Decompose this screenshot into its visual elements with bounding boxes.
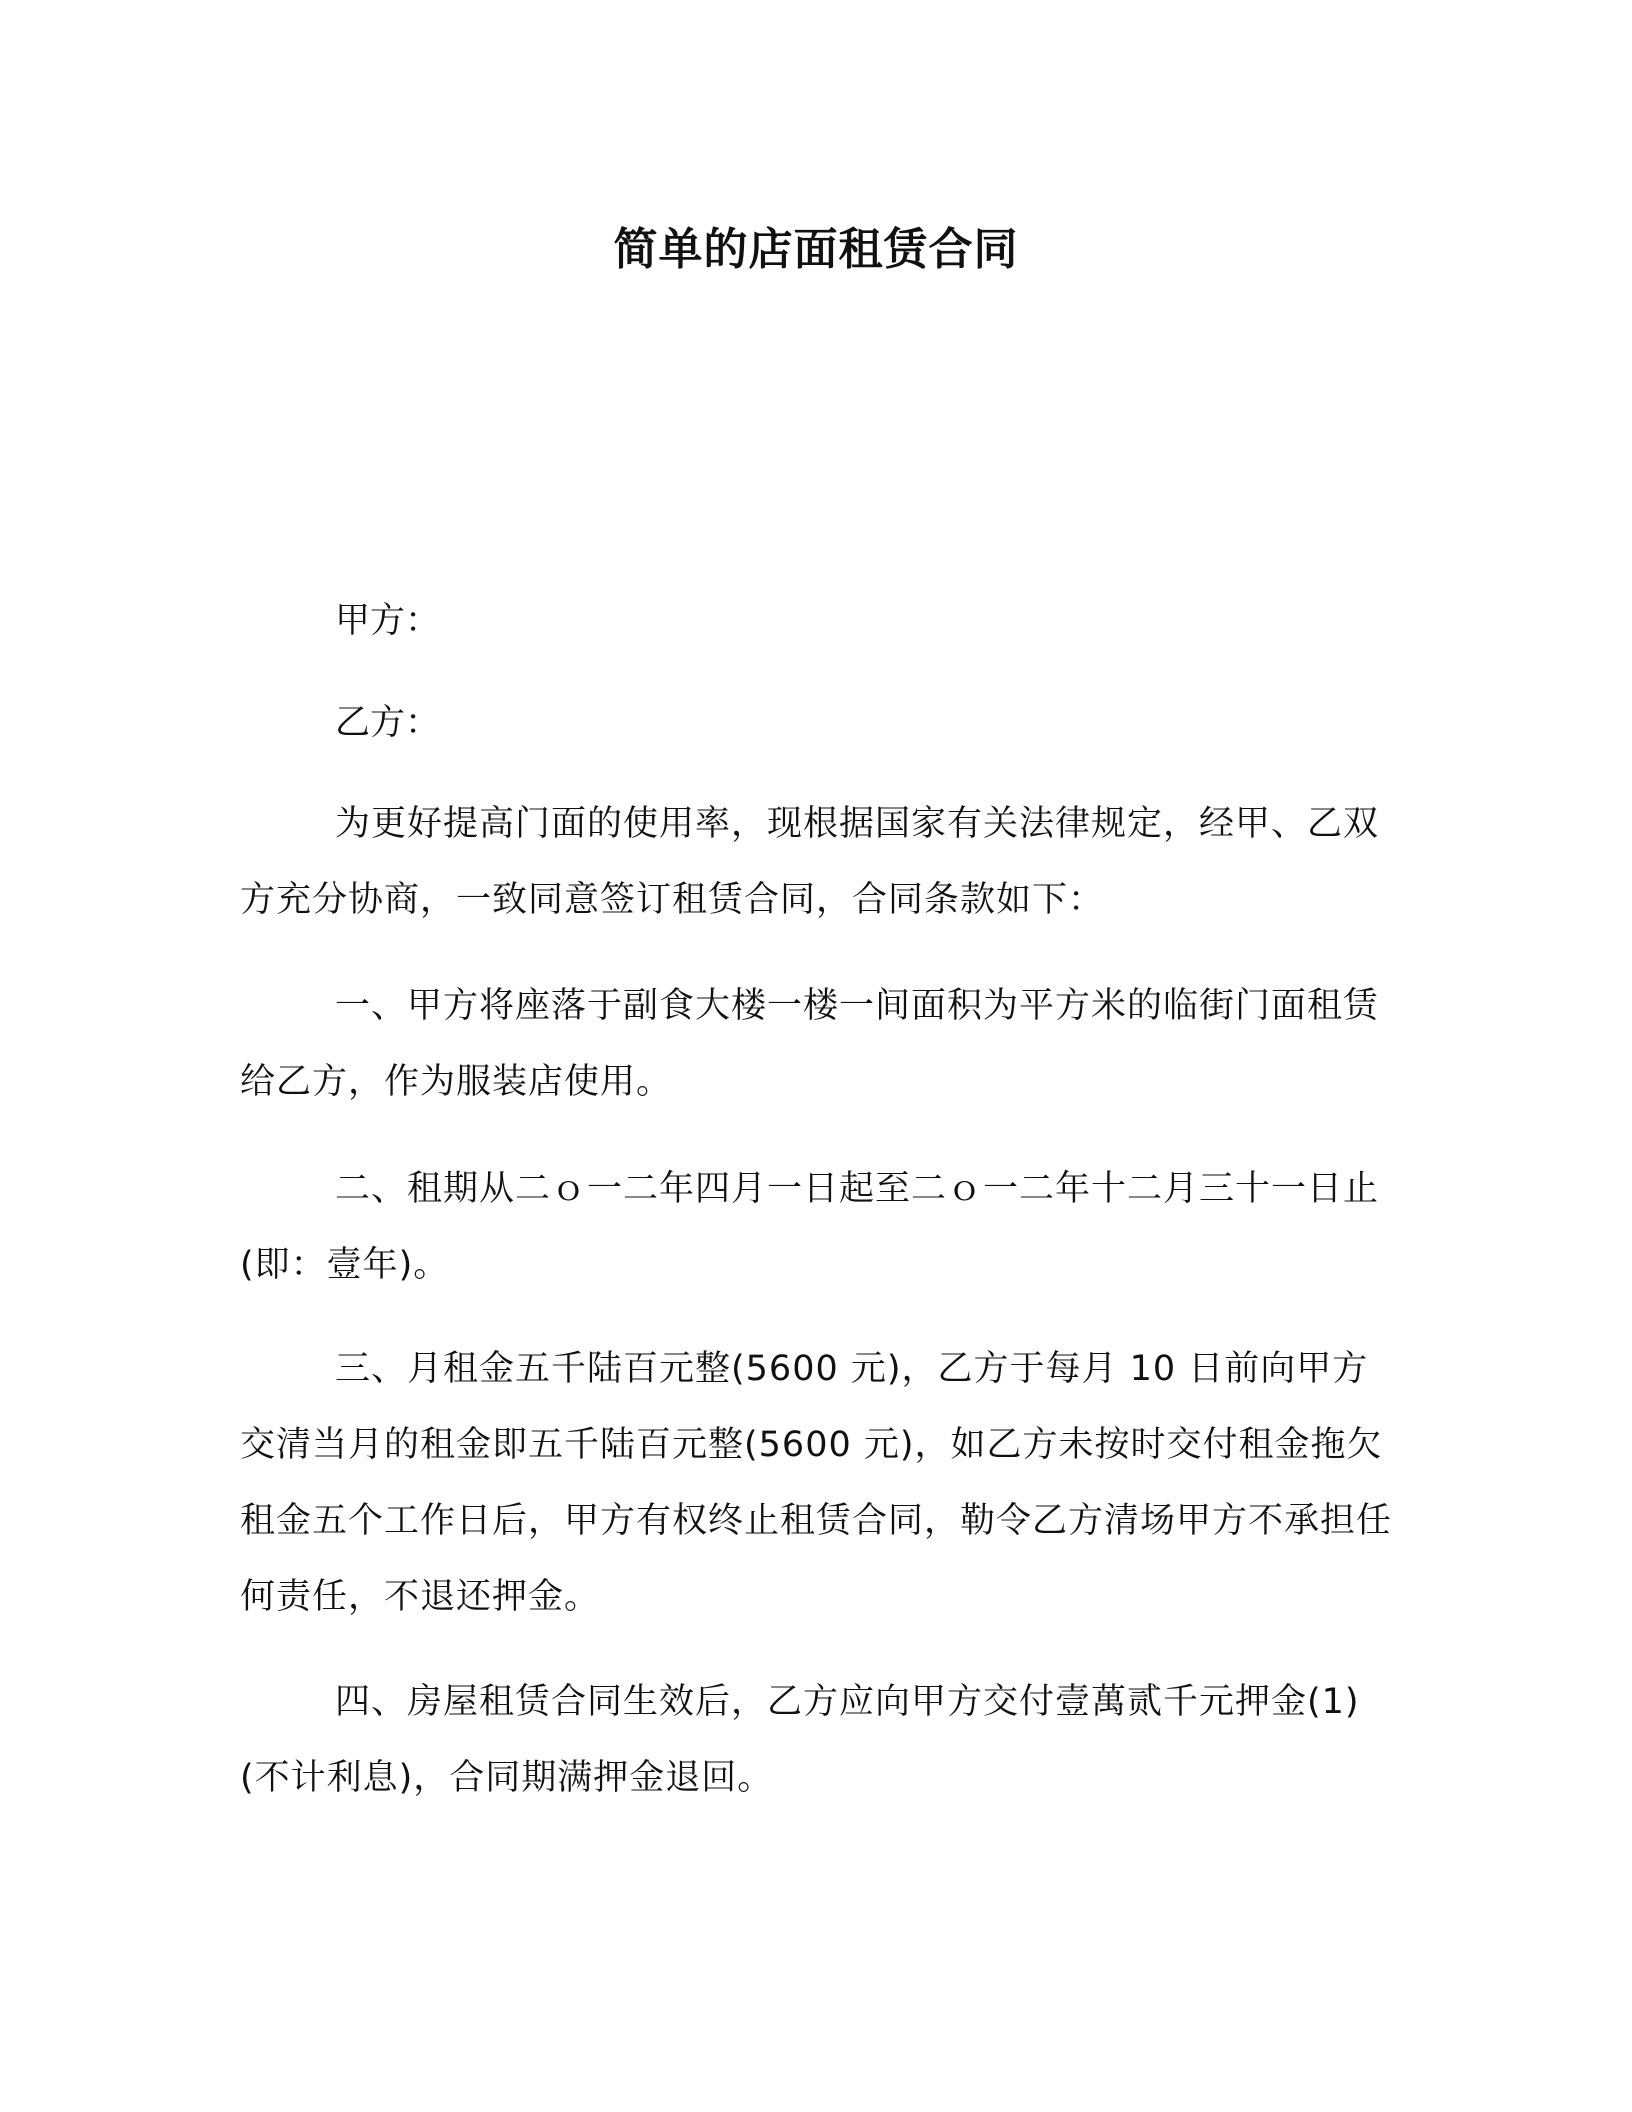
document-title: 简单的店面租赁合同	[613, 224, 1019, 275]
clause-3-paragraph	[240, 1331, 1396, 1635]
clause-4-text: 四、房屋租赁合同生效后，乙方应向甲方交付壹萬贰千元押金(1)(不计利息)，合同期满押金退回。	[240, 1682, 1360, 1798]
clause-2-text: 二、租期从二ｏ一二年四月一日起至二ｏ一二年十二月三十一日止(即：壹年)。	[240, 1169, 1380, 1285]
intro-paragraph	[240, 786, 1396, 938]
party-b-label: 乙方：	[335, 703, 441, 743]
clause-2-paragraph	[240, 1151, 1396, 1303]
clause-4-paragraph	[240, 1664, 1396, 1816]
intro-text: 为更好提高门面的使用率，现根据国家有关法律规定，经甲、乙双方充分协商，一致同意签订租赁合同，合同条款如下：	[240, 804, 1380, 920]
party-a-label: 甲方：	[335, 601, 441, 641]
clause-1-text: 一、甲方将座落于副食大楼一楼一间面积为平方米的临街门面租赁给乙方，作为服装店使用。	[240, 986, 1380, 1102]
clause-1-paragraph	[240, 968, 1396, 1120]
clause-3-text: 三、月租金五千陆百元整(5600 元)，乙方于每月 10 日前向甲方交清当月的租金即五千陆百元整(5600 元)，如乙方未按时交付租金拖欠租金五个工作日后，甲方有权终止租赁合同，勒令乙方清场甲方不承担任何责任，不退还押金。	[240, 1349, 1393, 1617]
